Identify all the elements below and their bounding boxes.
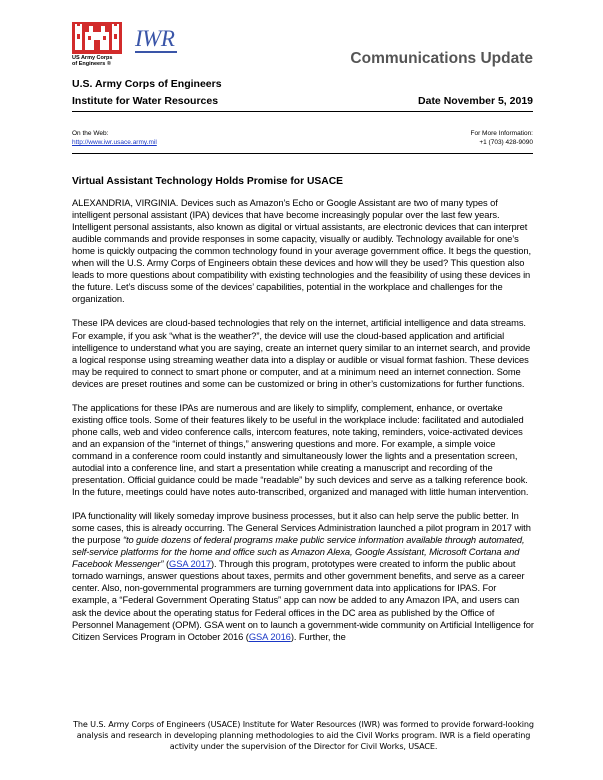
gsa-2016-link[interactable]: GSA 2016 xyxy=(248,631,291,642)
paragraph-4-text-d: ). Further, the xyxy=(290,631,346,642)
contact-phone: +1 (703) 428-9090 xyxy=(479,139,533,146)
article-paragraph-1: ALEXANDRIA, VIRGINIA. Devices such as Amazon’s Echo or Google Assistant are two of many types of intelligent personal assistant (IPA) devices that have become increasingly popular over the last few years. Intelligent personal assistants, also known as digital or virtual assistants, are electronic devices that can interpret audible commands and provide responses in some capacity, visually or audibly. Technology available for one’s home is quickly outpacing the common technology found in your average government office. It begs the question, when will the U.S. Army Corps of Engineers obtain these devices and how will they be used? This question also leads to more questions about compatibility with existing technologies and the feasibility of using these devices in the future. Let’s discuss some of the devices’ capabilities, potential in the workplace and challenges for the organization. xyxy=(72,198,532,305)
usace-logo-line2: of Engineers ® xyxy=(72,61,111,67)
article-paragraph-2: These IPA devices are cloud-based technologies that rely on the internet, artificial intelligence and data streams. For example, if you ask “what is the weather?”, the device will use the cloud-based application and artificial intelligence to understand what you are saying, create an internet query similar to an internet search, and provide a logical response using streaming weather data into a display or audible or visual format fashion. These devices may be required to connect to smart phone or computer, and at a minimum need an internet connection. Some devices are preset routines and some can be customized or bring in other’s customizations for further functions. xyxy=(72,318,531,389)
header-divider xyxy=(72,111,533,112)
org-institute: Institute for Water Resources xyxy=(72,95,219,107)
usace-logo-line1: US Army Corps xyxy=(72,55,113,61)
contact-label: For More Information: xyxy=(470,130,533,137)
usace-castle-icon xyxy=(72,22,122,54)
web-label: On the Web: xyxy=(72,130,109,137)
website-link[interactable]: http://www.iwr.usace.army.mil xyxy=(72,139,157,146)
org-name: U.S. Army Corps of Engineers xyxy=(72,78,222,90)
issue-date: Date November 5, 2019 xyxy=(418,95,533,107)
gsa-quote: “to guide dozens of federal programs make public service information available through automated, self-service platforms for the home and office such as Amazon Alexa, Google Assistant, Microsoft Cortana and Facebook Messenger” xyxy=(72,535,525,570)
article-paragraph-3: The applications for these IPAs are numerous and are likely to simplify, complement, enhance, or overtake existing office tools. Some of their features likely to be useful in the workplace include: facilitated and autodialed phone calls, web and video conference calls, intercom features, note taking, reminders, voice-activated devices and an expansion of the “internet of things,” answering questions and more. For example, a simple voice command in a conference room could instantly and simultaneously lower the lights and a presentation screen, autodial into a conference line, and start a presentation while creating a manuscript and recording of the presentation. Official guidance could be made “readable” by such devices and serve as a talking reference book. In the future, meetings could have notes auto-transcribed, organized and managed with little human intervention. xyxy=(72,402,529,498)
paragraph-4-text-a: IPA functionality will likely someday improve business processes, but it also can help serve the public better. In some cases, this is already occurring. The General Services Administration launched a pilot program in 2017 with the purpose xyxy=(72,511,531,546)
document-title: Communications Update xyxy=(350,50,533,67)
article-paragraph-4 xyxy=(72,510,535,643)
footer-note: The U.S. Army Corps of Engineers (USACE) Institute for Water Resources (IWR) was formed to provide forward-looking analysis and research in developing planning methodologies to aid the Civil Works program. IWR is a field operating activity under the supervision of the Director for Civil Works, USACE. xyxy=(73,719,534,751)
contact-divider xyxy=(72,153,533,154)
paragraph-4-text-b: ( xyxy=(163,559,170,570)
gsa-2017-link[interactable]: GSA 2017 xyxy=(169,559,211,570)
paragraph-4-text-c: ). Through this program, prototypes were created to inform the public about tornado warnings, answer questions about taxes, permits and other government benefits, and serve as a career center. Also, non-governmental programmers are turning government data into applications for IPAS. For example, a “Federal Government Operating Status” app can now be added to any Amazon IPA, and users can ask the device about the operating status for Federal offices in the DC area as published by the Office of Personnel Management (OPM). GSA went on to launch a government-wide community on Artificial Intelligence for Citizen Services Program in October 2016 ( xyxy=(72,559,534,642)
article-body xyxy=(72,176,535,655)
iwr-logo: IWR xyxy=(135,26,175,51)
article-title: Virtual Assistant Technology Holds Promise for USACE xyxy=(72,176,344,187)
usace-logo-text xyxy=(72,55,112,67)
iwr-logo-underline xyxy=(135,51,177,53)
